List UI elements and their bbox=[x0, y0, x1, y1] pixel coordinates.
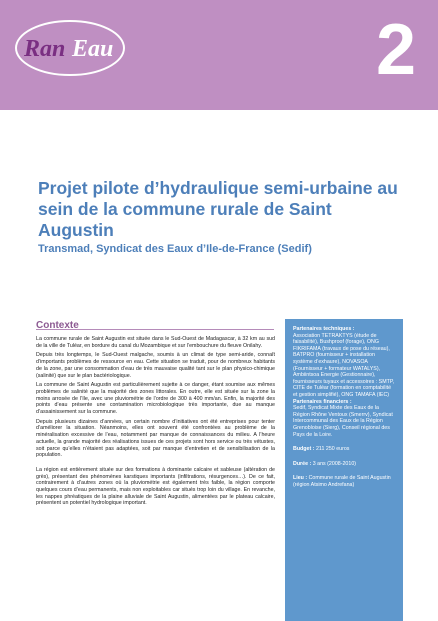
duration-value: 3 ans (2008-2010) bbox=[312, 460, 357, 467]
logo-text-ran: Ran bbox=[24, 36, 66, 62]
location-line bbox=[293, 475, 395, 488]
context-paragraph: Depuis très longtemps, le Sud-Ouest malgache, soumis à un climat de type semi-aride, connaît d’importants problèmes de ressource en eau. Cette situation se traduit, pour de nombreux habitants de la zone, par une consommation d’eau de très mauvaise qualité tant sur le plan physico-chimique (salinité) que sur le plan bactériologique. bbox=[36, 352, 275, 379]
context-paragraph: La commune de Saint Augustin est particulièrement sujette à ce danger, étant soumise aux mêmes problèmes de salinité que la majorité des zones littorales. En outre, elle est située sur la zone la moins arrosée de l’Ile, avec une pluviométrie de l’ordre de 300 à 400 mm/an. Enfin, la majorité des points d’eau présente une contamination microbiologique très importante, due au manque d’assainissement sur la commune. bbox=[36, 382, 275, 416]
partners-fin-label: Partenaires financiers : bbox=[293, 398, 352, 405]
page-subtitle: Transmad, Syndicat des Eaux d’Ile-de-France (Sedif) bbox=[38, 243, 312, 255]
location-value: Commune rurale de Saint Augustin (région Atsimo Andrefana) bbox=[293, 475, 391, 488]
info-sidebar bbox=[285, 319, 403, 621]
raneau-logo bbox=[14, 18, 126, 78]
budget-label: Budget : bbox=[293, 446, 315, 453]
partners-tech-label: Partenaires techniques : bbox=[293, 326, 355, 332]
header-band bbox=[0, 0, 438, 110]
logo-text-eau: Eau bbox=[72, 36, 114, 62]
context-paragraph: La région est entièrement située sur des formations à dominante calcaire et sableuse (altération de grès), présentant des phénomènes karstiques importants (infiltrations, résurgences…). De ce fait, contrairement à d’autres zones où la pluviométrie est également très faible, la région comporte quelques cours d’eau permanents, mais non exploitables car situés trop loin du village. En revanche, les nappes phréatiques de la plaine alluviale de Saint Augustin, alimentées par le plateau calcaire, présentent un potentiel hydrologique important. bbox=[36, 466, 275, 507]
chapter-number: 2 bbox=[375, 10, 416, 90]
duration-label: Durée : bbox=[293, 460, 312, 467]
context-paragraph: La commune rurale de Saint Augustin est située dans le Sud-Ouest de Madagascar, à 32 km au sud de la ville de Tuléar, en bordure du canal du Mozambique et sur l’embouchure du fleuve Onilahy. bbox=[36, 336, 275, 349]
duration-line bbox=[293, 461, 395, 468]
context-heading-label: Contexte bbox=[36, 320, 79, 331]
page-title: Projet pilote d’hydraulique semi-urbaine au sein de la commune rurale de Saint Augustin bbox=[38, 178, 398, 240]
partners-tech-text: Association TETRAKTYS (étude de faisabilité), Bushproof (forage), ONG FIKRIFAMA (travaux de pose du réseau), BATPRO (fournisseur + installation système d’exhaure), NOVASOA (Fournisseur + formateur WATALYS), Ambiintsoa Energie (Gestionnaire), fournisseurs tuyaux et accessoires : SMTP, CITE de Tuléar (formation en comptabilité et gestion simplifié), ONG TAMAFA (IEC) bbox=[293, 332, 395, 398]
budget-value: 211 250 euros bbox=[315, 446, 350, 453]
context-paragraph: Depuis plusieurs dizaines d’années, un certain nombre d’initiatives ont été entreprises pour tenter d’améliorer la situation. Néanmoins, elles ont souvent été confrontées au problème de la minéralisation excessive de l’eau, notamment par manque de connaissances du milieu. A l’heure actuelle, la grande majorité des réalisations issues de ces projets sont hors service ou très vétustes, soit parce qu’elles n’étaient pas adaptées, soit par manque d’entretien et de sensibilisation de la population. bbox=[36, 418, 275, 459]
context-heading bbox=[36, 315, 274, 330]
location-label: Lieu : bbox=[293, 475, 308, 482]
partners-fin-text: Sedif, Syndicat Mixte des Eaux de la Région Rhône Ventoux (Smerrv), Syndicat Intercommunal des Eaux de la Région Grenobloise (Sierg), Conseil régional des Pays de la Loire. bbox=[293, 405, 393, 438]
budget-line bbox=[293, 446, 395, 453]
context-body bbox=[36, 336, 275, 510]
